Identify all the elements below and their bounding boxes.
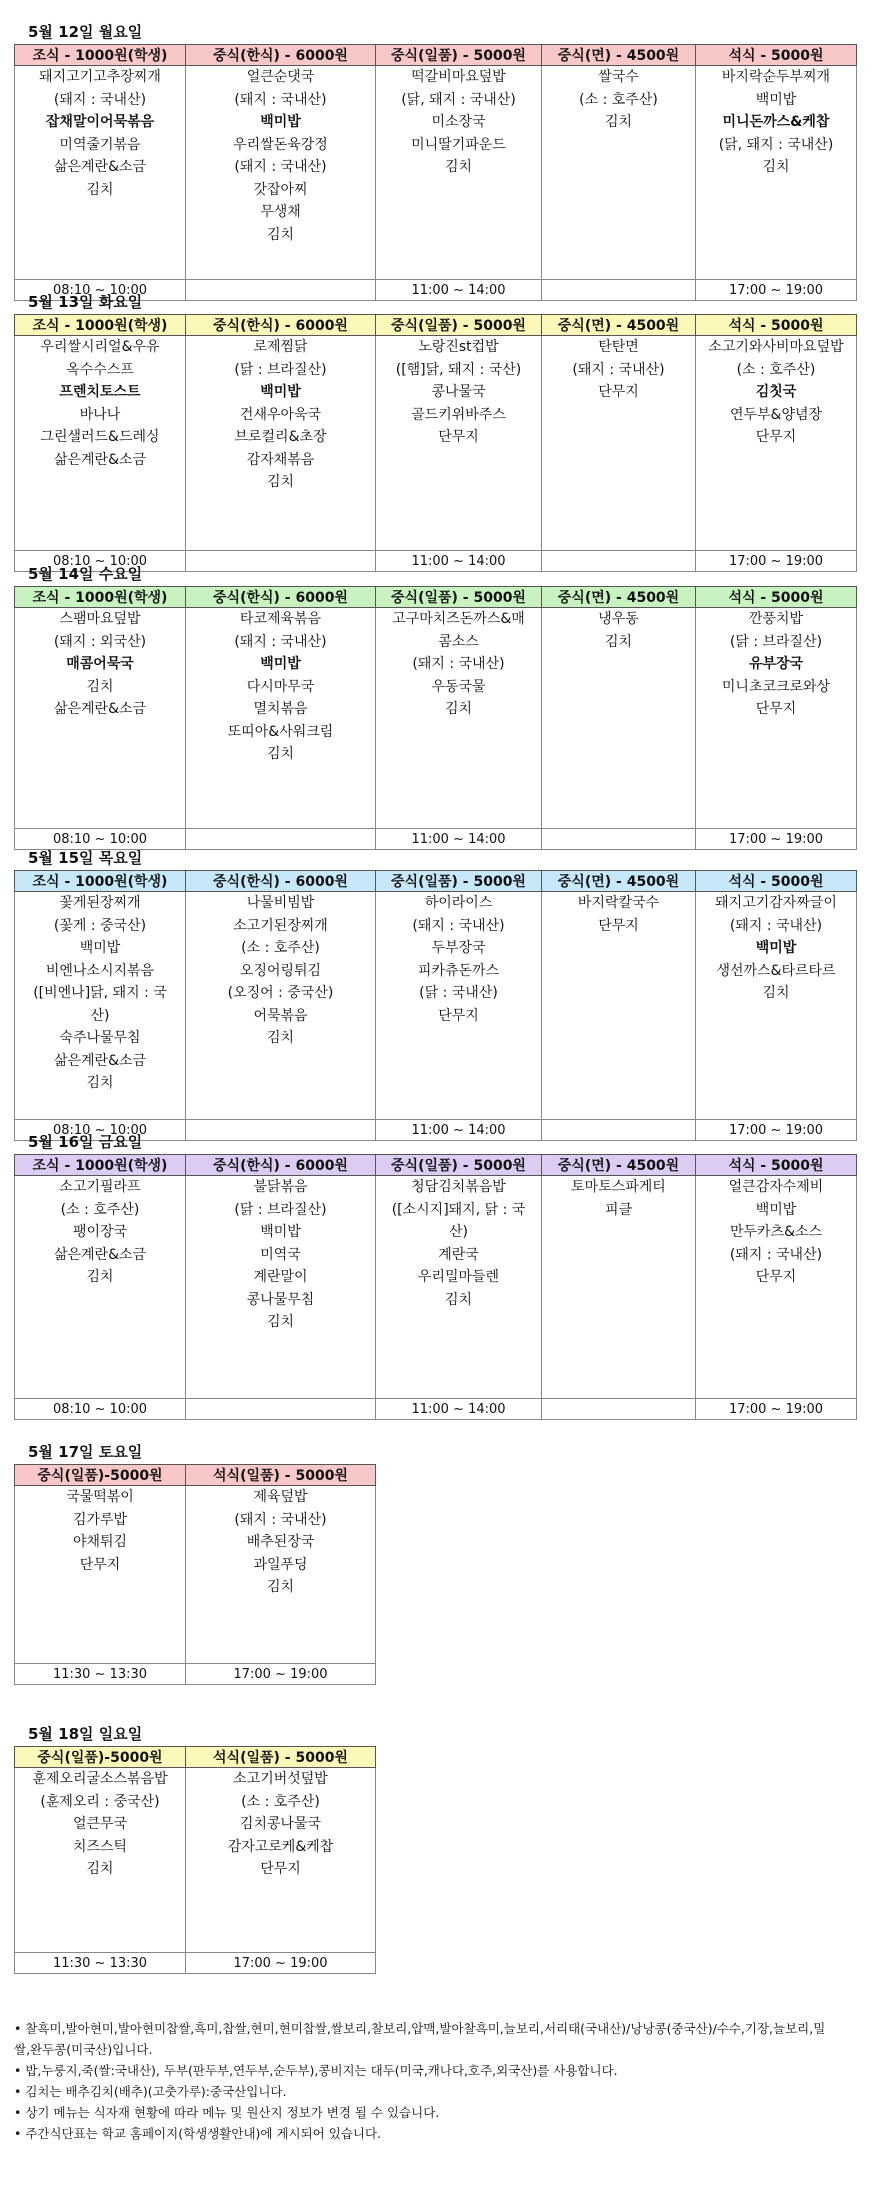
menu-item: 계란말이 — [253, 1269, 308, 1285]
menu-item: 바나나 — [79, 406, 121, 423]
menu-item: 얼큰순댓국 — [246, 69, 315, 85]
menu-item: 김치 — [444, 1291, 473, 1308]
meal-menu-cell — [376, 336, 542, 551]
menu-item: 과일푸딩 — [253, 1556, 308, 1573]
menu-item: 단무지 — [755, 429, 797, 445]
meal-menu-cell — [376, 1176, 542, 1399]
menu-item: 김치 — [266, 1579, 295, 1595]
menu-table — [14, 870, 857, 1141]
menu-item: 김치 — [86, 1075, 114, 1091]
menu-table — [14, 44, 857, 301]
serving-time: 11:00 ~ 14:00 — [376, 1120, 542, 1141]
serving-time: 11:00 ~ 14:00 — [376, 829, 542, 850]
menu-item: 소고기필라프 — [59, 1179, 141, 1195]
menu-item: (소 : 호주산) — [241, 1793, 320, 1810]
meal-header: 석식 - 5000원 — [696, 1155, 857, 1176]
menu-item: 삶은계란&소금 — [53, 1246, 147, 1263]
menu-item: (소 : 호주산) — [241, 940, 320, 956]
menu-item: 토마토스파게티 — [571, 1179, 666, 1195]
day-section — [14, 20, 857, 301]
menu-item: 나물비빔밥 — [246, 895, 315, 911]
menu-item: 삶은계란&소금 — [53, 1052, 147, 1069]
meal-header: 석식 - 5000원 — [696, 871, 857, 892]
day-section — [14, 1440, 376, 1685]
menu-item: 어묵볶음 — [253, 1007, 308, 1024]
menu-item: (돼지 : 국내산) — [729, 1246, 823, 1263]
menu-item: 탄탄면 — [598, 339, 639, 355]
meal-menu-cell — [542, 66, 696, 280]
menu-item: 쌀국수 — [598, 69, 639, 85]
serving-time: 08:10 ~ 10:00 — [15, 551, 186, 572]
menu-item: 미니돈까스&케찹 — [722, 114, 830, 130]
serving-time: 11:30 ~ 13:30 — [15, 1953, 186, 1974]
menu-item: 미니초코크로와상 — [721, 678, 831, 695]
menu-item: 김치 — [604, 114, 633, 130]
menu-item: 김가루밥 — [72, 1511, 128, 1528]
day-title: 5월 12일 월요일 — [28, 23, 143, 41]
menu-item: 미소장국 — [431, 114, 486, 130]
menu-item: 김치 — [86, 181, 114, 198]
menu-item: 김치콩나물국 — [239, 1816, 322, 1832]
meal-header: 중식(일품) - 5000원 — [376, 871, 542, 892]
meal-header: 조식 - 1000원(학생) — [15, 871, 186, 892]
menu-item: 김치 — [86, 1269, 114, 1285]
menu-item: (돼지 : 외국산) — [53, 633, 147, 650]
menu-table — [14, 314, 857, 572]
menu-item: (돼지 : 국내산) — [234, 91, 327, 108]
menu-item: 훈제오리굴소스볶음밥 — [32, 1771, 168, 1787]
meal-menu-cell — [542, 608, 696, 829]
meal-menu-cell — [15, 336, 186, 551]
note-line: • 찰흑미,발아현미,발아현미찹쌀,흑미,찹쌀,현미,현미찹쌀,쌀보리,찰보리,압맥,발아찰흑미,늘보리,서리태(국내산)/낭낭콩(중국산)/수수,기장,늘보리,밀 — [14, 2021, 826, 2036]
serving-time: 08:10 ~ 10:00 — [15, 829, 186, 850]
meal-menu-cell — [376, 608, 542, 829]
menu-item: (닭 : 브라질산) — [234, 361, 327, 378]
menu-item: 콤소스 — [438, 633, 479, 650]
menu-item: (닭, 돼지 : 국내산) — [401, 91, 516, 108]
menu-item: 잡채말이어묵볶음 — [45, 114, 155, 130]
menu-item: 백미밥 — [260, 114, 301, 130]
menu-item: (돼지 : 국내산) — [53, 91, 147, 108]
meal-header: 중식(일품) - 5000원 — [376, 315, 542, 336]
menu-item: 매콤어묵국 — [66, 656, 134, 672]
menu-item: (돼지 : 국내산) — [234, 1511, 327, 1528]
meal-header: 중식(한식) - 6000원 — [186, 45, 376, 66]
serving-time — [186, 1399, 376, 1420]
menu-item: 소고기된장찌개 — [233, 917, 328, 934]
menu-item: 골드키위바주스 — [411, 406, 506, 423]
day-title: 5월 16일 금요일 — [28, 1133, 143, 1151]
menu-item: 야채튀김 — [72, 1534, 128, 1550]
meal-menu-cell — [186, 66, 376, 280]
day-section — [14, 290, 857, 572]
meal-menu-cell — [15, 1486, 186, 1664]
menu-item: 김치 — [762, 985, 790, 1001]
menu-item: ([햄]닭, 돼지 : 국산) — [395, 361, 522, 378]
day-title: 5월 18일 일요일 — [28, 1725, 143, 1743]
menu-item: 소고기버섯덮밥 — [233, 1771, 328, 1787]
meal-header: 석식 - 5000원 — [696, 45, 857, 66]
note-line: 쌀,완두콩(미국산)입니다. — [14, 2042, 153, 2057]
menu-item: 배추된장국 — [246, 1534, 315, 1550]
menu-item: 우리쌀돈육강정 — [233, 136, 328, 153]
menu-item: 백미밥 — [755, 91, 797, 108]
meal-menu-cell — [542, 336, 696, 551]
menu-item: 삶은계란&소금 — [53, 701, 147, 717]
serving-time: 17:00 ~ 19:00 — [696, 829, 857, 850]
menu-item: (훈제오리 : 중국산) — [40, 1793, 160, 1810]
menu-item: 로제찜닭 — [253, 339, 308, 355]
menu-item: 갓잡아찌 — [253, 181, 308, 198]
menu-item: 백미밥 — [755, 1201, 797, 1218]
meal-header: 중식(일품)-5000원 — [15, 1747, 186, 1768]
meal-header: 석식 - 5000원 — [696, 315, 857, 336]
menu-item: 다시마무국 — [246, 678, 315, 695]
menu-item: 계란국 — [438, 1246, 479, 1263]
menu-item: 백미밥 — [260, 1224, 301, 1240]
menu-item: 얼큰무국 — [72, 1816, 128, 1832]
menu-item: 단무지 — [438, 1007, 479, 1024]
meal-header: 중식(면) - 4500원 — [542, 1155, 696, 1176]
menu-item: 백미밥 — [755, 940, 797, 956]
menu-item: 노랑진st컵밥 — [418, 339, 499, 355]
meal-menu-cell — [15, 1768, 186, 1953]
meal-header: 조식 - 1000원(학생) — [15, 1155, 186, 1176]
menu-item: ([비엔나]닭, 돼지 : 국 — [33, 985, 167, 1001]
menu-item: 얼큰감자수제비 — [728, 1179, 824, 1195]
menu-item: 멸치볶음 — [253, 701, 308, 717]
menu-item: 우리쌀시리얼&우유 — [40, 339, 160, 355]
menu-item: 타코제육볶음 — [239, 611, 322, 627]
serving-time: 17:00 ~ 19:00 — [696, 551, 857, 572]
serving-time: 17:00 ~ 19:00 — [186, 1953, 376, 1974]
menu-item: 김치 — [762, 159, 790, 175]
menu-item: (돼지 : 국내산) — [412, 656, 505, 672]
menu-item: 스팸마요덮밥 — [59, 611, 141, 627]
day-section — [14, 1130, 857, 1420]
menu-item: 단무지 — [755, 701, 797, 717]
menu-item: 삶은계란&소금 — [53, 451, 147, 468]
menu-item: 무생채 — [260, 204, 301, 220]
menu-item: 감자고로케&케찹 — [227, 1838, 334, 1855]
serving-time: 17:00 ~ 19:00 — [186, 1664, 376, 1685]
menu-item: 비엔나소시지볶음 — [45, 962, 155, 979]
meal-header: 중식(면) - 4500원 — [542, 315, 696, 336]
menu-item: 또띠아&사워크림 — [227, 723, 334, 740]
menu-item: 돼지고기감자짜글이 — [715, 895, 837, 911]
menu-item: 오징어링튀김 — [239, 962, 322, 979]
menu-item: 제육덮밥 — [253, 1489, 308, 1505]
menu-item: (소 : 호주산) — [579, 91, 658, 108]
menu-item: 숙주나물무침 — [59, 1030, 141, 1046]
serving-time: 08:10 ~ 10:00 — [15, 1120, 186, 1141]
menu-item: (돼지 : 국내산) — [412, 917, 505, 934]
menu-item: 산) — [90, 1007, 110, 1024]
menu-item: 국물떡볶이 — [66, 1489, 134, 1505]
menu-item: 김치 — [444, 159, 473, 175]
menu-item: (꽃게 : 중국산) — [53, 917, 147, 934]
menu-item: 떡갈비마요덮밥 — [411, 69, 506, 85]
day-title: 5월 15일 목요일 — [28, 849, 143, 867]
menu-item: 옥수수스프 — [66, 361, 134, 378]
menu-item: 김치 — [604, 633, 633, 650]
meal-menu-cell — [186, 1768, 376, 1953]
menu-item: (돼지 : 국내산) — [572, 361, 665, 378]
meal-menu-cell — [186, 336, 376, 551]
notes-section — [14, 2018, 864, 2144]
menu-item: 백미밥 — [79, 940, 121, 956]
meal-header: 중식(한식) - 6000원 — [186, 871, 376, 892]
day-title: 5월 17일 토요일 — [28, 1443, 143, 1461]
menu-item: 삶은계란&소금 — [53, 159, 147, 175]
menu-item: 콩나물국 — [431, 384, 486, 400]
menu-item: 백미밥 — [260, 384, 301, 400]
meal-header: 중식(일품)-5000원 — [15, 1465, 186, 1486]
menu-item: 청담김치볶음밥 — [411, 1179, 506, 1195]
menu-item: 꽃게된장찌개 — [59, 895, 141, 911]
menu-item: ([소시지]돼지, 닭 : 국 — [391, 1201, 526, 1218]
menu-item: (돼지 : 국내산) — [729, 917, 823, 934]
menu-item: (닭, 돼지 : 국내산) — [718, 136, 834, 153]
serving-time: 11:30 ~ 13:30 — [15, 1664, 186, 1685]
menu-item: 감자채볶음 — [246, 451, 315, 468]
menu-item: 미니딸기파운드 — [411, 136, 506, 153]
menu-item: 단무지 — [79, 1556, 121, 1573]
day-title: 5월 13일 화요일 — [28, 293, 143, 311]
meal-menu-cell — [696, 608, 857, 829]
meal-menu-cell — [186, 608, 376, 829]
serving-time: 11:00 ~ 14:00 — [376, 1399, 542, 1420]
menu-item: 김치 — [86, 1861, 114, 1877]
menu-item: 불닭볶음 — [253, 1179, 308, 1195]
meal-header: 중식(한식) - 6000원 — [186, 1155, 376, 1176]
menu-item: (닭 : 국내산) — [419, 985, 498, 1001]
menu-item: 우리밀마들렌 — [417, 1269, 500, 1285]
meal-header: 중식(면) - 4500원 — [542, 45, 696, 66]
meal-menu-cell — [15, 892, 186, 1120]
menu-item: 김치 — [266, 1314, 295, 1330]
menu-item: 단무지 — [598, 917, 639, 934]
meal-menu-cell — [186, 892, 376, 1120]
menu-item: 백미밥 — [260, 656, 301, 672]
menu-item: 김치 — [444, 701, 473, 717]
meal-header: 조식 - 1000원(학생) — [15, 45, 186, 66]
day-section — [14, 562, 857, 850]
menu-item: 김치 — [266, 746, 295, 762]
menu-item: 미역국 — [260, 1246, 301, 1263]
day-section — [14, 846, 857, 1141]
meal-header: 중식(면) - 4500원 — [542, 587, 696, 608]
meal-menu-cell — [376, 66, 542, 280]
note-line: • 상기 메뉴는 식자재 현황에 따라 메뉴 및 원산지 정보가 변경 될 수 있습니다. — [14, 2105, 440, 2120]
menu-item: 단무지 — [755, 1269, 797, 1285]
menu-item: 브로컬리&초장 — [234, 429, 327, 445]
meal-menu-cell — [696, 1176, 857, 1399]
menu-item: (닭 : 브라질산) — [234, 1201, 327, 1218]
menu-item: 피카츄돈까스 — [417, 962, 500, 979]
serving-time: 17:00 ~ 19:00 — [696, 1120, 857, 1141]
menu-table — [14, 1154, 857, 1420]
menu-item: 치즈스틱 — [72, 1838, 128, 1855]
meal-header: 중식(일품) - 5000원 — [376, 587, 542, 608]
menu-item: 단무지 — [260, 1861, 301, 1877]
menu-item: (오징어 : 중국산) — [227, 985, 334, 1001]
meal-menu-cell — [696, 336, 857, 551]
menu-item: (소 : 호주산) — [60, 1201, 140, 1218]
meal-header: 중식(면) - 4500원 — [542, 871, 696, 892]
meal-menu-cell — [376, 892, 542, 1120]
menu-item: 깐풍치밥 — [748, 611, 804, 627]
menu-item: 돼지고기고추장찌개 — [39, 69, 161, 85]
menu-item: (돼지 : 국내산) — [234, 159, 327, 175]
menu-item: 만두카츠&소스 — [729, 1224, 823, 1240]
meal-header: 조식 - 1000원(학생) — [15, 315, 186, 336]
menu-item: 단무지 — [598, 384, 639, 400]
meal-header: 석식(일품) - 5000원 — [186, 1465, 376, 1486]
menu-item: 김치 — [266, 474, 295, 490]
menu-item: 미역줄기볶음 — [59, 136, 141, 153]
menu-item: 건새우아욱국 — [239, 406, 322, 423]
menu-item: (닭 : 브라질산) — [729, 633, 823, 650]
day-title: 5월 14일 수요일 — [28, 565, 143, 583]
serving-time: 17:00 ~ 19:00 — [696, 1399, 857, 1420]
serving-time: 08:10 ~ 10:00 — [15, 1399, 186, 1420]
meal-header: 중식(일품) - 5000원 — [376, 45, 542, 66]
meal-menu-cell — [542, 1176, 696, 1399]
meal-menu-cell — [696, 892, 857, 1120]
day-section — [14, 1722, 376, 1974]
meal-menu-cell — [15, 66, 186, 280]
menu-item: 팽이장국 — [72, 1224, 128, 1240]
meal-menu-cell — [15, 608, 186, 829]
serving-time: 08:10 ~ 10:00 — [15, 280, 186, 301]
menu-item: 생선까스&타르타르 — [716, 962, 836, 979]
menu-item: 하이라이스 — [424, 895, 493, 911]
menu-item: 프렌치토스트 — [59, 384, 141, 400]
menu-item: 김치 — [266, 226, 295, 243]
serving-time — [542, 1399, 696, 1420]
meal-header: 중식(한식) - 6000원 — [186, 315, 376, 336]
meal-header: 석식(일품) - 5000원 — [186, 1747, 376, 1768]
menu-item: 소고기와사비마요덮밥 — [708, 339, 844, 355]
menu-item: 바지락칼국수 — [577, 895, 660, 911]
menu-item: 김치 — [266, 1030, 295, 1046]
menu-table — [14, 1464, 376, 1685]
note-line: • 주간식단표는 학교 홈페이지(학생생활안내)에 게시되어 있습니다. — [14, 2126, 381, 2141]
menu-item: 고구마치즈돈까스&매 — [392, 611, 525, 627]
menu-table — [14, 586, 857, 850]
menu-item: 유부장국 — [748, 656, 804, 672]
menu-item: 김치 — [86, 678, 114, 695]
menu-item: 우동국물 — [431, 678, 486, 695]
meal-menu-cell — [186, 1486, 376, 1664]
note-line: • 김치는 배추김치(배추)(고춧가루):중국산입니다. — [14, 2084, 287, 2099]
serving-time: 11:00 ~ 14:00 — [376, 280, 542, 301]
meal-menu-cell — [696, 66, 857, 280]
meal-menu-cell — [15, 1176, 186, 1399]
menu-item: 두부장국 — [431, 940, 486, 956]
menu-table — [14, 1746, 376, 1974]
menu-item: 연두부&양념장 — [729, 406, 823, 423]
menu-item: 콩나물무침 — [246, 1291, 315, 1308]
menu-item: 바지락순두부찌개 — [721, 69, 831, 85]
note-line: • 밥,누룽지,죽(쌀:국내산), 두부(판두부,연두부,순두부),콩비지는 대두(미국,캐나다,호주,외국산)를 사용합니다. — [14, 2063, 618, 2078]
menu-item: 피클 — [604, 1201, 633, 1218]
meal-header: 중식(한식) - 6000원 — [186, 587, 376, 608]
menu-item: 냉우동 — [598, 611, 639, 627]
meal-header: 중식(일품) - 5000원 — [376, 1155, 542, 1176]
menu-item: 단무지 — [438, 429, 479, 445]
serving-time: 17:00 ~ 19:00 — [696, 280, 857, 301]
menu-item: (소 : 호주산) — [736, 361, 816, 378]
meal-header: 석식 - 5000원 — [696, 587, 857, 608]
menu-item: 산) — [449, 1224, 468, 1240]
menu-item: 그린샐러드&드레싱 — [40, 429, 160, 445]
meal-header: 조식 - 1000원(학생) — [15, 587, 186, 608]
meal-menu-cell — [542, 892, 696, 1120]
serving-time: 11:00 ~ 14:00 — [376, 551, 542, 572]
menu-item: (돼지 : 국내산) — [234, 633, 327, 650]
menu-item: 김칫국 — [755, 384, 797, 400]
meal-menu-cell — [186, 1176, 376, 1399]
